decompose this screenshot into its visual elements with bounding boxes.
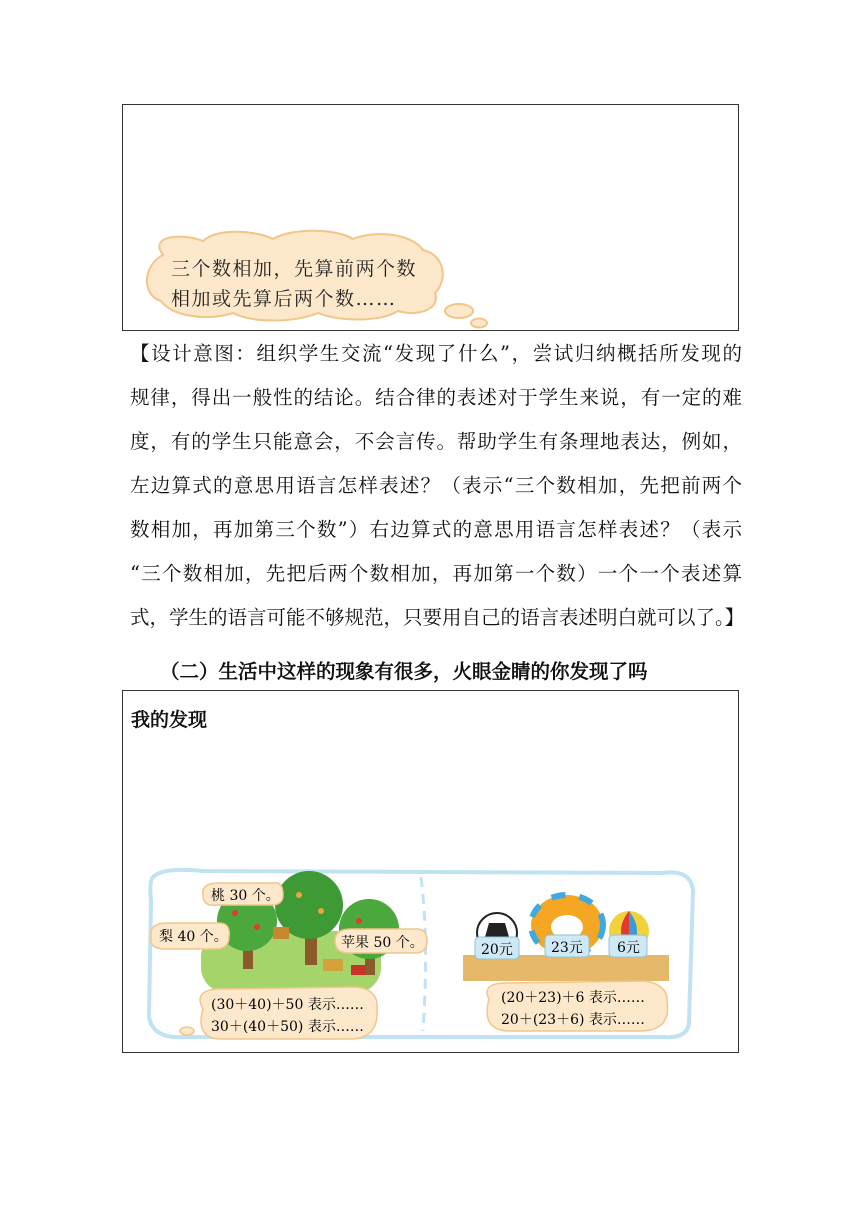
discovery-title: 我的发现 <box>131 709 208 731</box>
design-intent-line-7: 式，学生的语言可能不够规范，只要用自己的语言表述明白就可以了。】 <box>130 606 745 629</box>
illustration <box>123 691 738 1052</box>
design-intent-line-3: 度，有的学生只能意会，不会言传。帮助学生有条理地表达，例如， <box>130 430 742 453</box>
thought-line-2: 相加或先算后两个数…… <box>171 288 397 310</box>
thought-bubble-1-text <box>171 254 417 314</box>
design-intent-line-1 <box>130 337 742 371</box>
beachball-price: 6元 <box>617 940 640 956</box>
answer-box-top <box>122 104 739 331</box>
design-intent-line-6: “三个数相加，先把后两个数相加，再加第一个数）一个一个表述算 <box>130 562 742 585</box>
design-intent-text-1: 组织学生交流“发现了什么”，尝试归纳概括所发现的 <box>256 342 742 365</box>
design-intent-line-5: 数相加，再加第三个数”）右边算式的意思用语言怎样表述？（表示 <box>130 518 742 541</box>
right-expr-1: (20＋23)＋6 表示…… <box>501 990 645 1006</box>
left-expr-2: 30＋(40＋50) 表示…… <box>211 1019 364 1035</box>
ball-price: 20元 <box>481 942 513 958</box>
discovery-box <box>122 690 739 1053</box>
section-heading: （二）生活中这样的现象有很多，火眼金睛的你发现了吗 <box>160 660 648 683</box>
peach-label: 桃 30 个。 <box>211 888 280 904</box>
design-intent-line-4: 左边算式的意思用语言怎样表述？（表示“三个数相加，先把前两个 <box>130 474 742 497</box>
shop-scene <box>463 895 669 981</box>
design-intent-label: 【设计意图： <box>130 342 257 365</box>
left-expr-1: (30＋40)＋50 表示…… <box>211 997 364 1013</box>
pear-label: 梨 40 个。 <box>159 929 228 945</box>
apple-label: 苹果 50 个。 <box>341 935 424 951</box>
right-expr-2: 20＋(23＋6) 表示…… <box>501 1012 645 1028</box>
thought-line-1: 三个数相加，先算前两个数 <box>171 258 418 280</box>
ring-price: 23元 <box>551 940 583 956</box>
design-intent-line-2: 规律，得出一般性的结论。结合律的表述对于学生来说，有一定的难 <box>130 386 742 409</box>
